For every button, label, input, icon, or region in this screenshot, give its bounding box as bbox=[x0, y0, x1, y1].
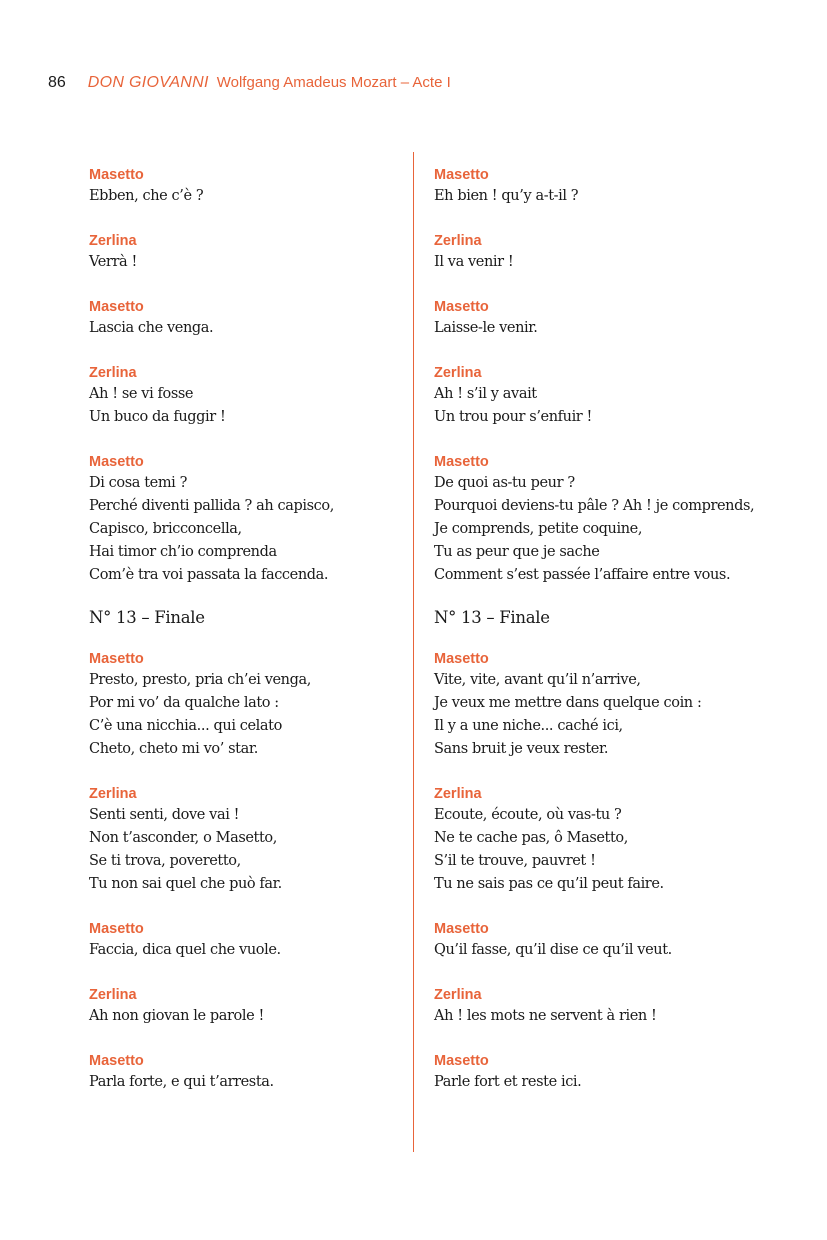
verse-line: Pourquoi deviens-tu pâle ? Ah ! je comprends, bbox=[434, 498, 755, 514]
speaker-name: Masetto bbox=[434, 651, 489, 667]
speech-block bbox=[89, 1051, 401, 1094]
verse-line: Di cosa temi ? bbox=[89, 475, 187, 491]
speech-block bbox=[434, 297, 814, 340]
speech-block bbox=[89, 649, 401, 761]
running-header bbox=[48, 72, 451, 94]
speech-block bbox=[434, 649, 814, 761]
speaker-name: Masetto bbox=[89, 167, 144, 183]
verse-line: Tu non sai quel che può far. bbox=[89, 876, 282, 892]
verse-line: Faccia, dica quel che vuole. bbox=[89, 942, 281, 958]
speaker-name: Zerlina bbox=[89, 233, 137, 249]
speaker-name: Zerlina bbox=[89, 365, 137, 381]
verse-line: Je veux me mettre dans quelque coin : bbox=[434, 695, 702, 711]
verse-line: Parle fort et reste ici. bbox=[434, 1074, 582, 1090]
section-title: N° 13 – Finale bbox=[89, 608, 205, 627]
speaker-name: Masetto bbox=[89, 651, 144, 667]
speaker-name: Masetto bbox=[89, 921, 144, 937]
verse-line: Ah ! les mots ne servent à rien ! bbox=[434, 1008, 657, 1024]
verse-line: Non t’asconder, o Masetto, bbox=[89, 830, 277, 846]
verse-line: Senti senti, dove vai ! bbox=[89, 807, 240, 823]
verse-line: Com’è tra voi passata la faccenda. bbox=[89, 567, 329, 583]
speech-block bbox=[89, 231, 401, 274]
speech-block bbox=[434, 165, 814, 208]
speech-block bbox=[89, 363, 401, 429]
verse-line: Tu as peur que je sache bbox=[434, 544, 600, 560]
verse-line: Ah ! s’il y avait bbox=[434, 386, 537, 402]
speaker-name: Zerlina bbox=[89, 786, 137, 802]
verse-line: Hai timor ch’io comprenda bbox=[89, 544, 277, 560]
verse-line: Verrà ! bbox=[89, 254, 137, 270]
verse-line: Sans bruit je veux rester. bbox=[434, 741, 609, 757]
verse-line: Eh bien ! qu’y a-t-il ? bbox=[434, 188, 579, 204]
speaker-name: Zerlina bbox=[434, 365, 482, 381]
speech-block bbox=[89, 784, 401, 896]
verse-line: Comment s’est passée l’affaire entre vous. bbox=[434, 567, 731, 583]
verse-line: Ah ! se vi fosse bbox=[89, 386, 194, 402]
work-subtitle: Wolfgang Amadeus Mozart – Acte I bbox=[216, 74, 451, 91]
verse-line: De quoi as-tu peur ? bbox=[434, 475, 575, 491]
verse-line: Il y a une niche... caché ici, bbox=[434, 718, 623, 734]
speech-block bbox=[89, 919, 401, 962]
speaker-name: Masetto bbox=[89, 454, 144, 470]
verse-line: Ebben, che c’è ? bbox=[89, 188, 204, 204]
speech-block bbox=[434, 452, 814, 587]
verse-line: Laisse-le venir. bbox=[434, 320, 538, 336]
speech-block bbox=[434, 363, 814, 429]
speech-block bbox=[89, 297, 401, 340]
work-title: DON GIOVANNI bbox=[87, 74, 209, 91]
section-title: N° 13 – Finale bbox=[434, 608, 550, 627]
verse-line: Ecoute, écoute, où vas-tu ? bbox=[434, 807, 622, 823]
verse-line: Un trou pour s’enfuir ! bbox=[434, 409, 592, 425]
verse-line: S’il te trouve, pauvret ! bbox=[434, 853, 596, 869]
speaker-name: Masetto bbox=[434, 299, 489, 315]
speech-block bbox=[434, 231, 814, 274]
speaker-name: Masetto bbox=[434, 167, 489, 183]
section-block bbox=[89, 607, 401, 629]
speaker-name: Masetto bbox=[434, 454, 489, 470]
italian-column bbox=[89, 165, 401, 1094]
section-block bbox=[434, 607, 814, 629]
page-number: 86 bbox=[48, 74, 66, 91]
verse-line: Lascia che venga. bbox=[89, 320, 214, 336]
speaker-name: Masetto bbox=[89, 1053, 144, 1069]
verse-line: Ne te cache pas, ô Masetto, bbox=[434, 830, 628, 846]
verse-line: Il va venir ! bbox=[434, 254, 514, 270]
speech-block bbox=[434, 985, 814, 1028]
verse-line: Vite, vite, avant qu’il n’arrive, bbox=[434, 672, 641, 688]
verse-line: Qu’il fasse, qu’il dise ce qu’il veut. bbox=[434, 942, 672, 958]
verse-line: Je comprends, petite coquine, bbox=[434, 521, 643, 537]
speech-block bbox=[89, 985, 401, 1028]
speaker-name: Masetto bbox=[89, 299, 144, 315]
french-column bbox=[434, 165, 814, 1094]
verse-line: Cheto, cheto mi vo’ star. bbox=[89, 741, 258, 757]
speech-block bbox=[434, 784, 814, 896]
speech-block bbox=[89, 165, 401, 208]
speech-block bbox=[434, 919, 814, 962]
speaker-name: Masetto bbox=[434, 1053, 489, 1069]
verse-line: Ah non giovan le parole ! bbox=[89, 1008, 264, 1024]
verse-line: Tu ne sais pas ce qu’il peut faire. bbox=[434, 876, 664, 892]
verse-line: Capisco, bricconcella, bbox=[89, 521, 242, 537]
verse-line: Presto, presto, pria ch’ei venga, bbox=[89, 672, 311, 688]
speaker-name: Zerlina bbox=[434, 786, 482, 802]
verse-line: Un buco da fuggir ! bbox=[89, 409, 226, 425]
verse-line: Por mi vo’ da qualche lato : bbox=[89, 695, 279, 711]
speaker-name: Zerlina bbox=[434, 987, 482, 1003]
speech-block bbox=[89, 452, 401, 587]
speaker-name: Masetto bbox=[434, 921, 489, 937]
speech-block bbox=[434, 1051, 814, 1094]
column-divider bbox=[413, 152, 414, 1152]
speaker-name: Zerlina bbox=[89, 987, 137, 1003]
verse-line: C’è una nicchia... qui celato bbox=[89, 718, 282, 734]
verse-line: Se ti trova, poveretto, bbox=[89, 853, 241, 869]
speaker-name: Zerlina bbox=[434, 233, 482, 249]
verse-line: Perché diventi pallida ? ah capisco, bbox=[89, 498, 334, 514]
verse-line: Parla forte, e qui t’arresta. bbox=[89, 1074, 274, 1090]
